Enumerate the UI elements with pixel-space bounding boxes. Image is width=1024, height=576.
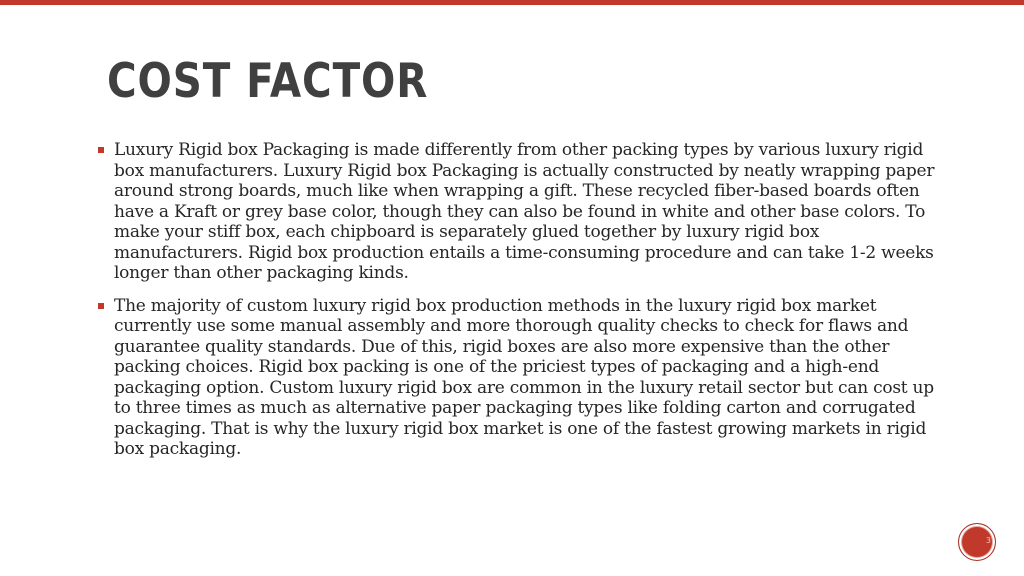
top-accent-bar	[0, 0, 1024, 5]
bullet-text: The majority of custom luxury rigid box production methods in the luxury rigid box market currently use some manual assembly and more thorough quality checks to check for flaws and guarantee quality standards. Due of this, rigid boxes are also more expensive than the other packing choices. Rigid box packing is one of the priciest types of packaging and a high-end packaging option. Custom luxury rigid box are common in the luxury retail sector but can cost up to three times as much as alternative paper packaging types like folding carton and corrugated packaging. That is why the luxury rigid box market is one of the fastest growing markets in rigid box packaging.	[114, 295, 934, 459]
bullet-item	[96, 140, 936, 284]
square-bullet-icon	[98, 147, 104, 153]
bullet-item	[96, 296, 936, 460]
bullet-text: Luxury Rigid box Packaging is made differently from other packing types by various luxury rigid box manufacturers. Luxury Rigid box Packaging is actually constructed by neatly wrapping paper around strong boards, much like when wrapping a gift. These recycled fiber-based boards often have a Kraft or grey base color, though they can also be found in white and other base colors. To make your stiff box, each chipboard is separately glued together by luxury rigid box manufacturers. Rigid box production entails a time-consuming procedure and can take 1-2 weeks longer than other packaging kinds.	[114, 140, 935, 283]
square-bullet-icon	[98, 303, 104, 309]
slide-number: 3	[985, 536, 991, 545]
slide-number-badge	[958, 523, 996, 561]
bullet-list	[96, 140, 936, 472]
slide-title: COST FACTOR	[107, 54, 429, 109]
